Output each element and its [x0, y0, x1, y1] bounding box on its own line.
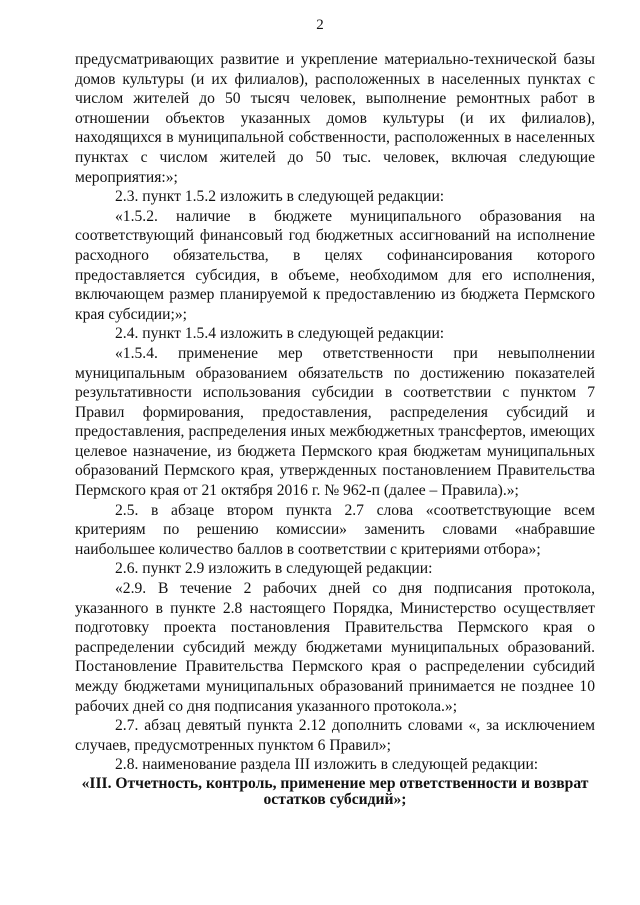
paragraph-quote-1-5-4: «1.5.4. применение мер ответственности при невыполнении муниципальным образованием обязательств по достижению показателей результативности использования субсидии в соответствии с пунктом 7 Правил формирования, предоставления, распределения субсидий и предоставления, распределения иных межбюджетных трансфертов, имеющих целевое назначение, из бюджета Пермского края бюджетам муниципальных образований Пермского края, утвержденных постановлением Правительства Пермского края от 21 октября 2016 г. № 962-п (далее – Правила).»;	[75, 344, 595, 500]
paragraph-quote-1-5-2: «1.5.2. наличие в бюджете муниципального образования на соответствующий финансовый год бюджетных ассигнований на исполнение расходного обязательства, в целях софинансирования которого предоставляется субсидия, в объеме, необходимом для его исполнения, включающем размер планируемой к предоставлению из бюджета Пермского края субсидии;»;	[75, 207, 595, 323]
paragraph-item-2-8: 2.8. наименование раздела III изложить в следующей редакции:	[115, 756, 539, 774]
paragraph-quote-2-9: «2.9. В течение 2 рабочих дней со дня подписания протокола, указанного в пункте 2.8 настоящего Порядка, Министерство осуществляет подготовку проекта постановления Правительства Пермского края о распределении субсидий между бюджетами муниципальных образований. Постановление Правительства Пермского края о распределении субсидий между бюджетами муниципальных образований принимается не позднее 10 рабочих дней со дня подписания указанного протокола.»;	[75, 580, 595, 715]
paragraph-continuation: предусматривающих развитие и укрепление материально-технической базы домов культуры (и их филиалов), расположенных в населенных пунктах с числом жителей до 50 тысяч человек, выполнение ремонтных работ в отношении объектов указанных домов культуры (и их филиалов), находящихся в муниципальной собственности, расположенных в населенных пунктах с числом жителей до 50 тыс. человек, включая следующие мероприятия:»;	[75, 51, 595, 186]
document-body	[75, 50, 595, 808]
paragraph-item-2-6: 2.6. пункт 2.9 изложить в следующей редакции:	[115, 560, 433, 578]
section-heading: «III. Отчетность, контроль, применение мер ответственности и возврат остатков субсидий»;	[81, 774, 589, 808]
paragraph-item-2-4: 2.4. пункт 1.5.4 изложить в следующей редакции:	[115, 325, 445, 343]
page-number: 2	[316, 17, 324, 33]
paragraph-item-2-7: 2.7. абзац девятый пункта 2.12 дополнить словами «, за исключением случаев, предусмотренных пунктом 6 Правил»;	[75, 717, 595, 754]
paragraph-item-2-5: 2.5. в абзаце втором пункта 2.7 слова «соответствующие всем критериям по решению комиссии» заменить словами «набравшие наибольшее количество баллов в соответствии с критериями отбора»;	[75, 501, 595, 558]
paragraph-item-2-3: 2.3. пункт 1.5.2 изложить в следующей редакции:	[115, 188, 445, 206]
